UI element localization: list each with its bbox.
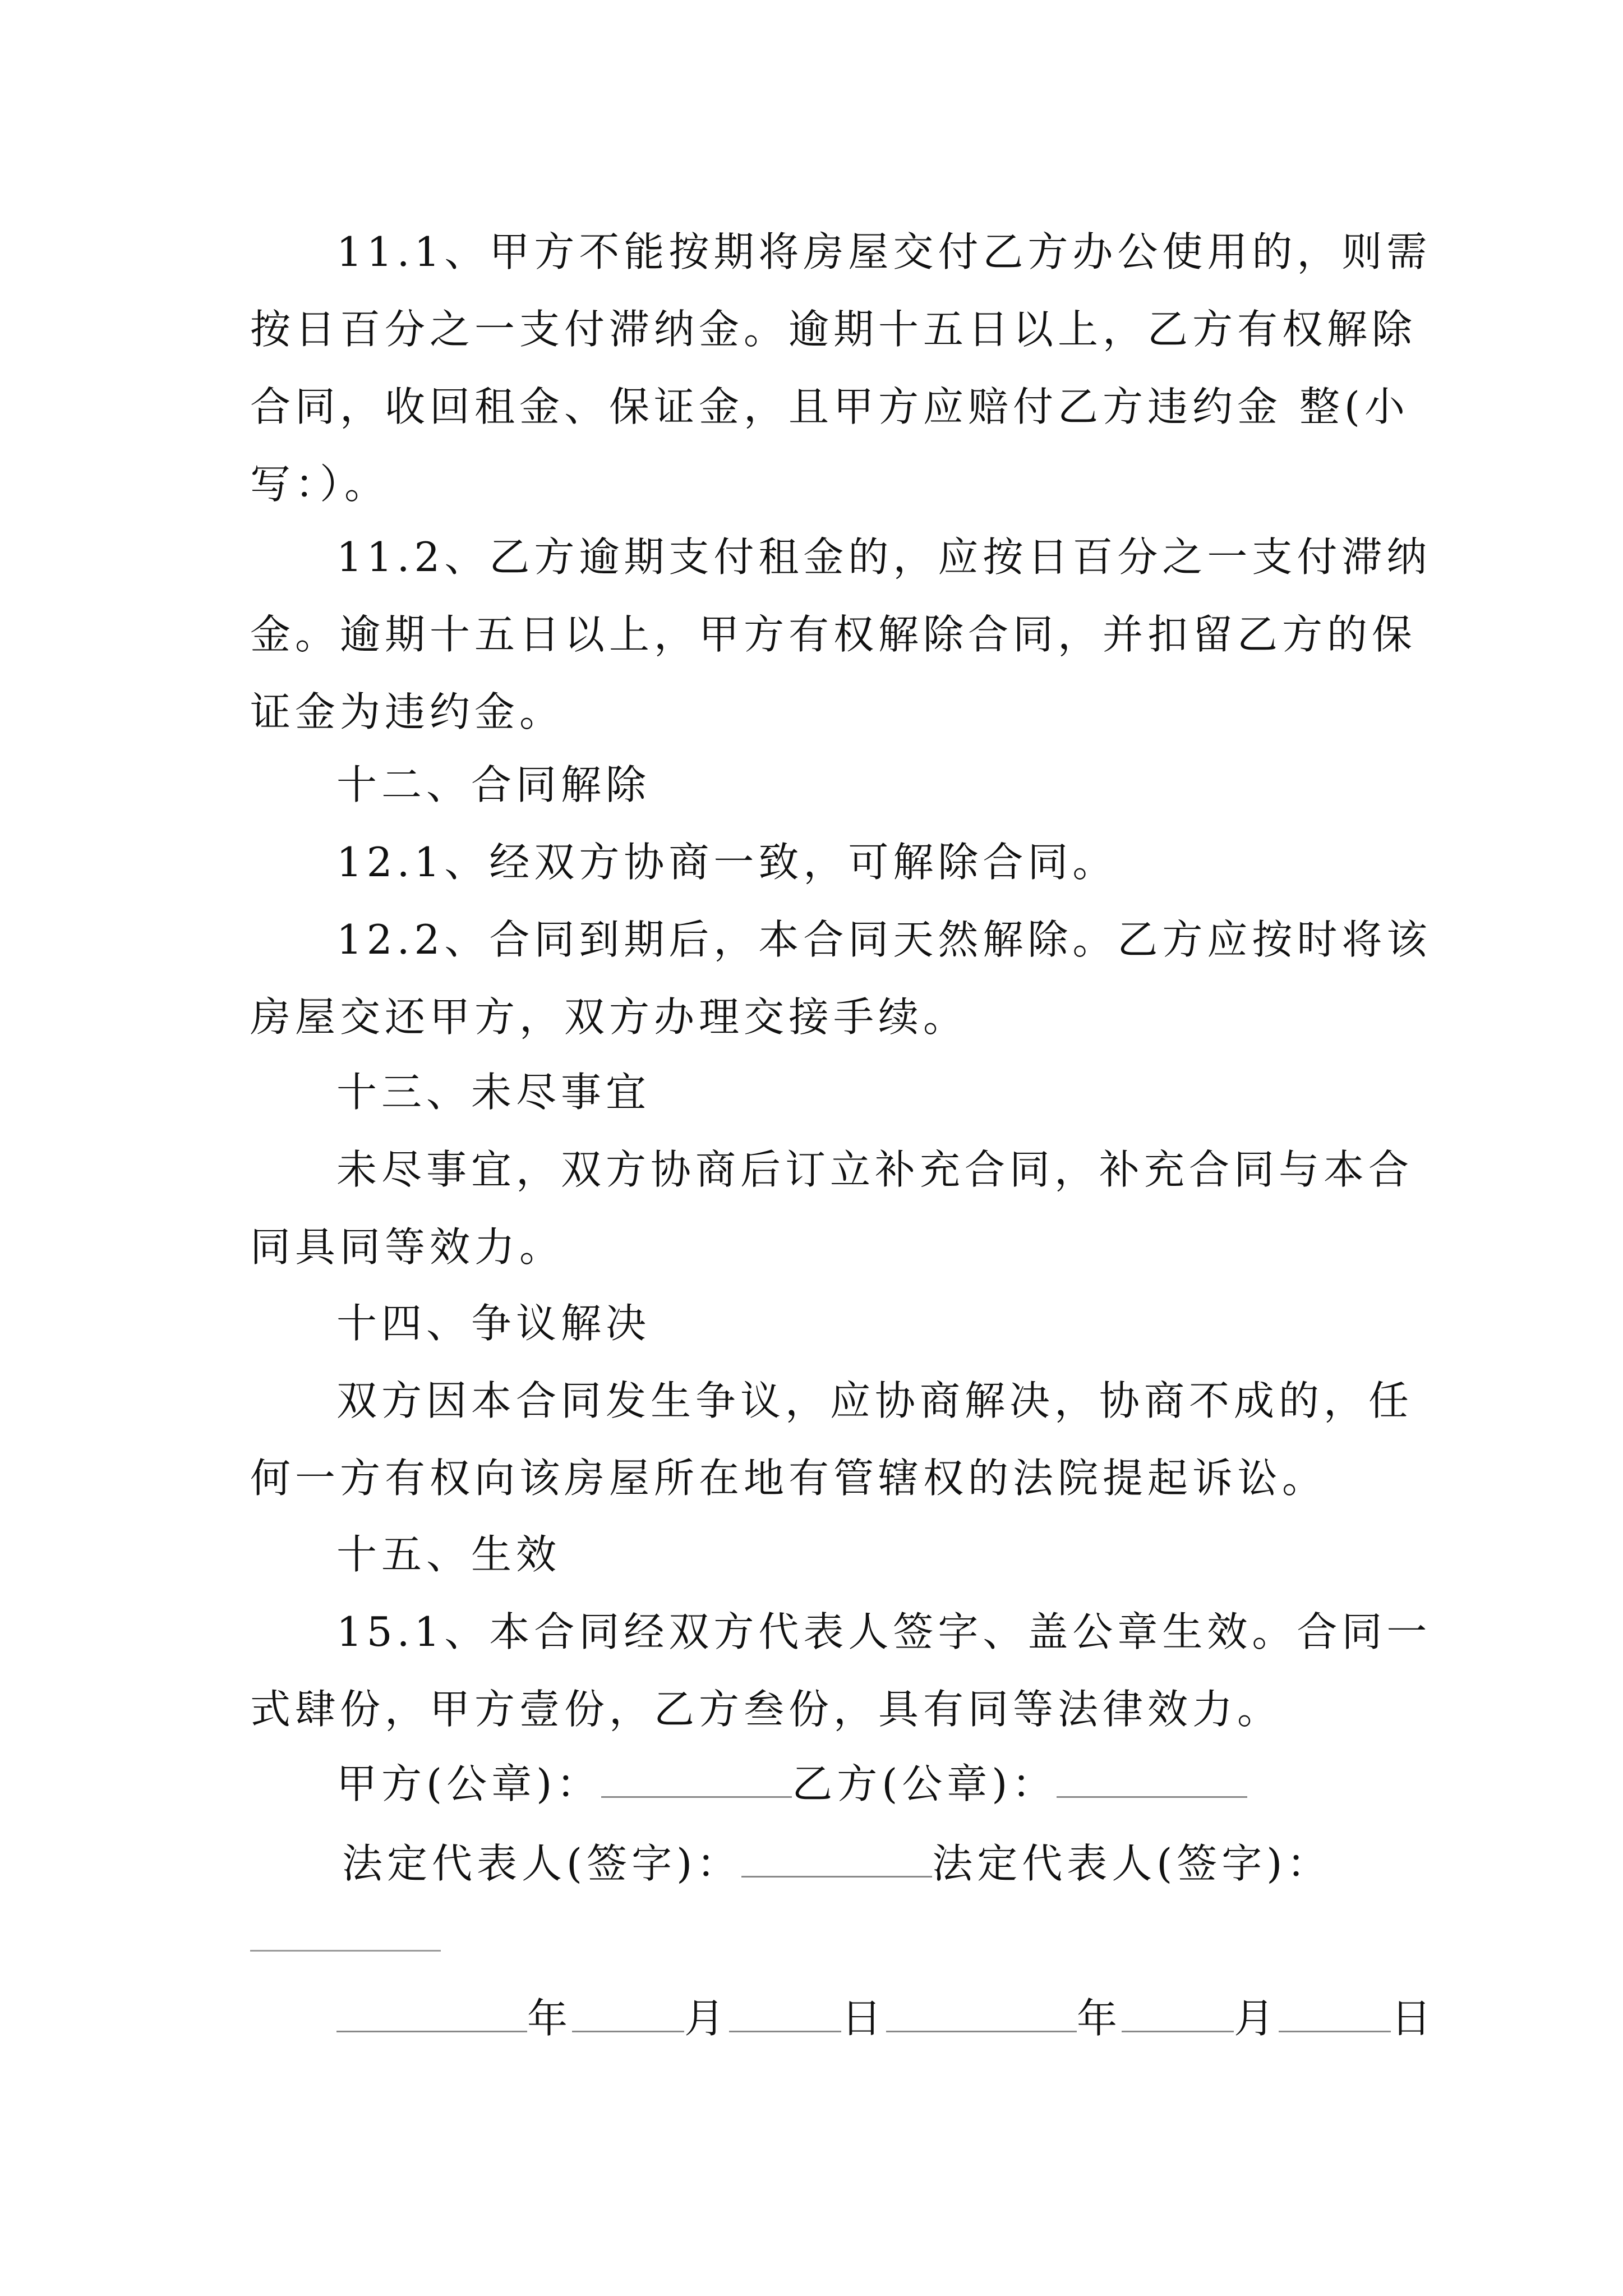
text-line: 未尽事宜，双方协商后订立补充合同，补充合同与本合 [336,1146,1414,1193]
paragraph-11-2 [250,518,1432,751]
paragraph-15-1 [250,1593,1432,1748]
party-b-rep-blank [250,1950,441,1952]
text-line: 合同，收回租金、保证金，且甲方应赔付乙方违约金 整(小 [250,383,1409,430]
seal-row [336,1756,1247,1812]
month-label: 月 [684,1995,730,2042]
date-b-day-blank [1279,1991,1391,2032]
date-a-year-blank [336,1991,527,2032]
party-b-seal-blank [1057,1757,1247,1798]
text-line: 金。逾期十五日以上，甲方有权解除合同，并扣留乙方的保 [250,611,1417,658]
text-line: 房屋交还甲方，双方办理交接手续。 [250,993,969,1041]
section-title: 十二、合同解除 [336,761,651,808]
paragraph-13 [250,1131,1414,1286]
text-line: 12.2、合同到期后，本合同天然解除。乙方应按时将该 [336,916,1432,963]
paragraph-14 [250,1362,1414,1517]
text-line: 11.1、甲方不能按期将房屋交付乙方办公使用的，则需 [336,228,1432,275]
text-line: 写：）。 [250,461,390,508]
paragraph-12-2 [250,901,1432,1056]
text-line: 15.1、本合同经双方代表人签字、盖公章生效。合同一 [336,1608,1432,1655]
date-b-month-blank [1122,1991,1234,2032]
text-line: 式肆份，甲方壹份，乙方叁份，具有同等法律效力。 [250,1686,1283,1733]
section-title: 十三、未尽事宜 [336,1069,651,1116]
paragraph-12-1 [250,823,1394,901]
section-heading-13 [250,1053,1394,1131]
month-label: 月 [1234,1995,1279,2042]
year-label: 年 [527,1995,573,2042]
section-title: 十四、争议解决 [336,1300,651,1347]
representative-row [342,1835,1331,1892]
text-line: 11.2、乙方逾期支付租金的，应按日百分之一支付滞纳 [336,533,1432,581]
paragraph-11-1 [250,213,1432,523]
party-a-seal-blank [601,1757,792,1798]
text-line: 双方因本合同发生争议，应协商解决，协商不成的，任 [336,1377,1414,1424]
text-line: 证金为违约金。 [250,688,565,735]
text-line: 同具同等效力。 [250,1223,565,1271]
day-label: 日 [1391,1995,1436,2042]
date-b-year-blank [886,1991,1077,2032]
date-a-month-blank [572,1991,684,2032]
year-label: 年 [1077,1995,1122,2042]
party-a-rep-blank [741,1837,932,1878]
day-label: 日 [841,1995,887,2042]
section-heading-12 [250,746,1394,823]
party-a-seal-label: 甲方(公章)： [336,1760,602,1807]
date-row [336,1990,1436,2046]
party-a-rep-label: 法定代表人(签字)： [342,1840,742,1887]
date-a-day-blank [729,1991,841,2032]
section-heading-14 [250,1285,1394,1362]
text-line: 何一方有权向该房屋所在地有管辖权的法院提起诉讼。 [250,1455,1327,1502]
party-b-seal-label: 乙方(公章)： [792,1760,1057,1807]
text-line: 12.1、经双方协商一致，可解除合同。 [336,839,1118,886]
party-b-rep-label: 法定代表人(签字)： [932,1840,1332,1887]
text-line: 按日百分之一支付滞纳金。逾期十五日以上，乙方有权解除 [250,306,1417,353]
section-heading-15 [250,1516,1394,1593]
section-title: 十五、生效 [336,1531,561,1578]
